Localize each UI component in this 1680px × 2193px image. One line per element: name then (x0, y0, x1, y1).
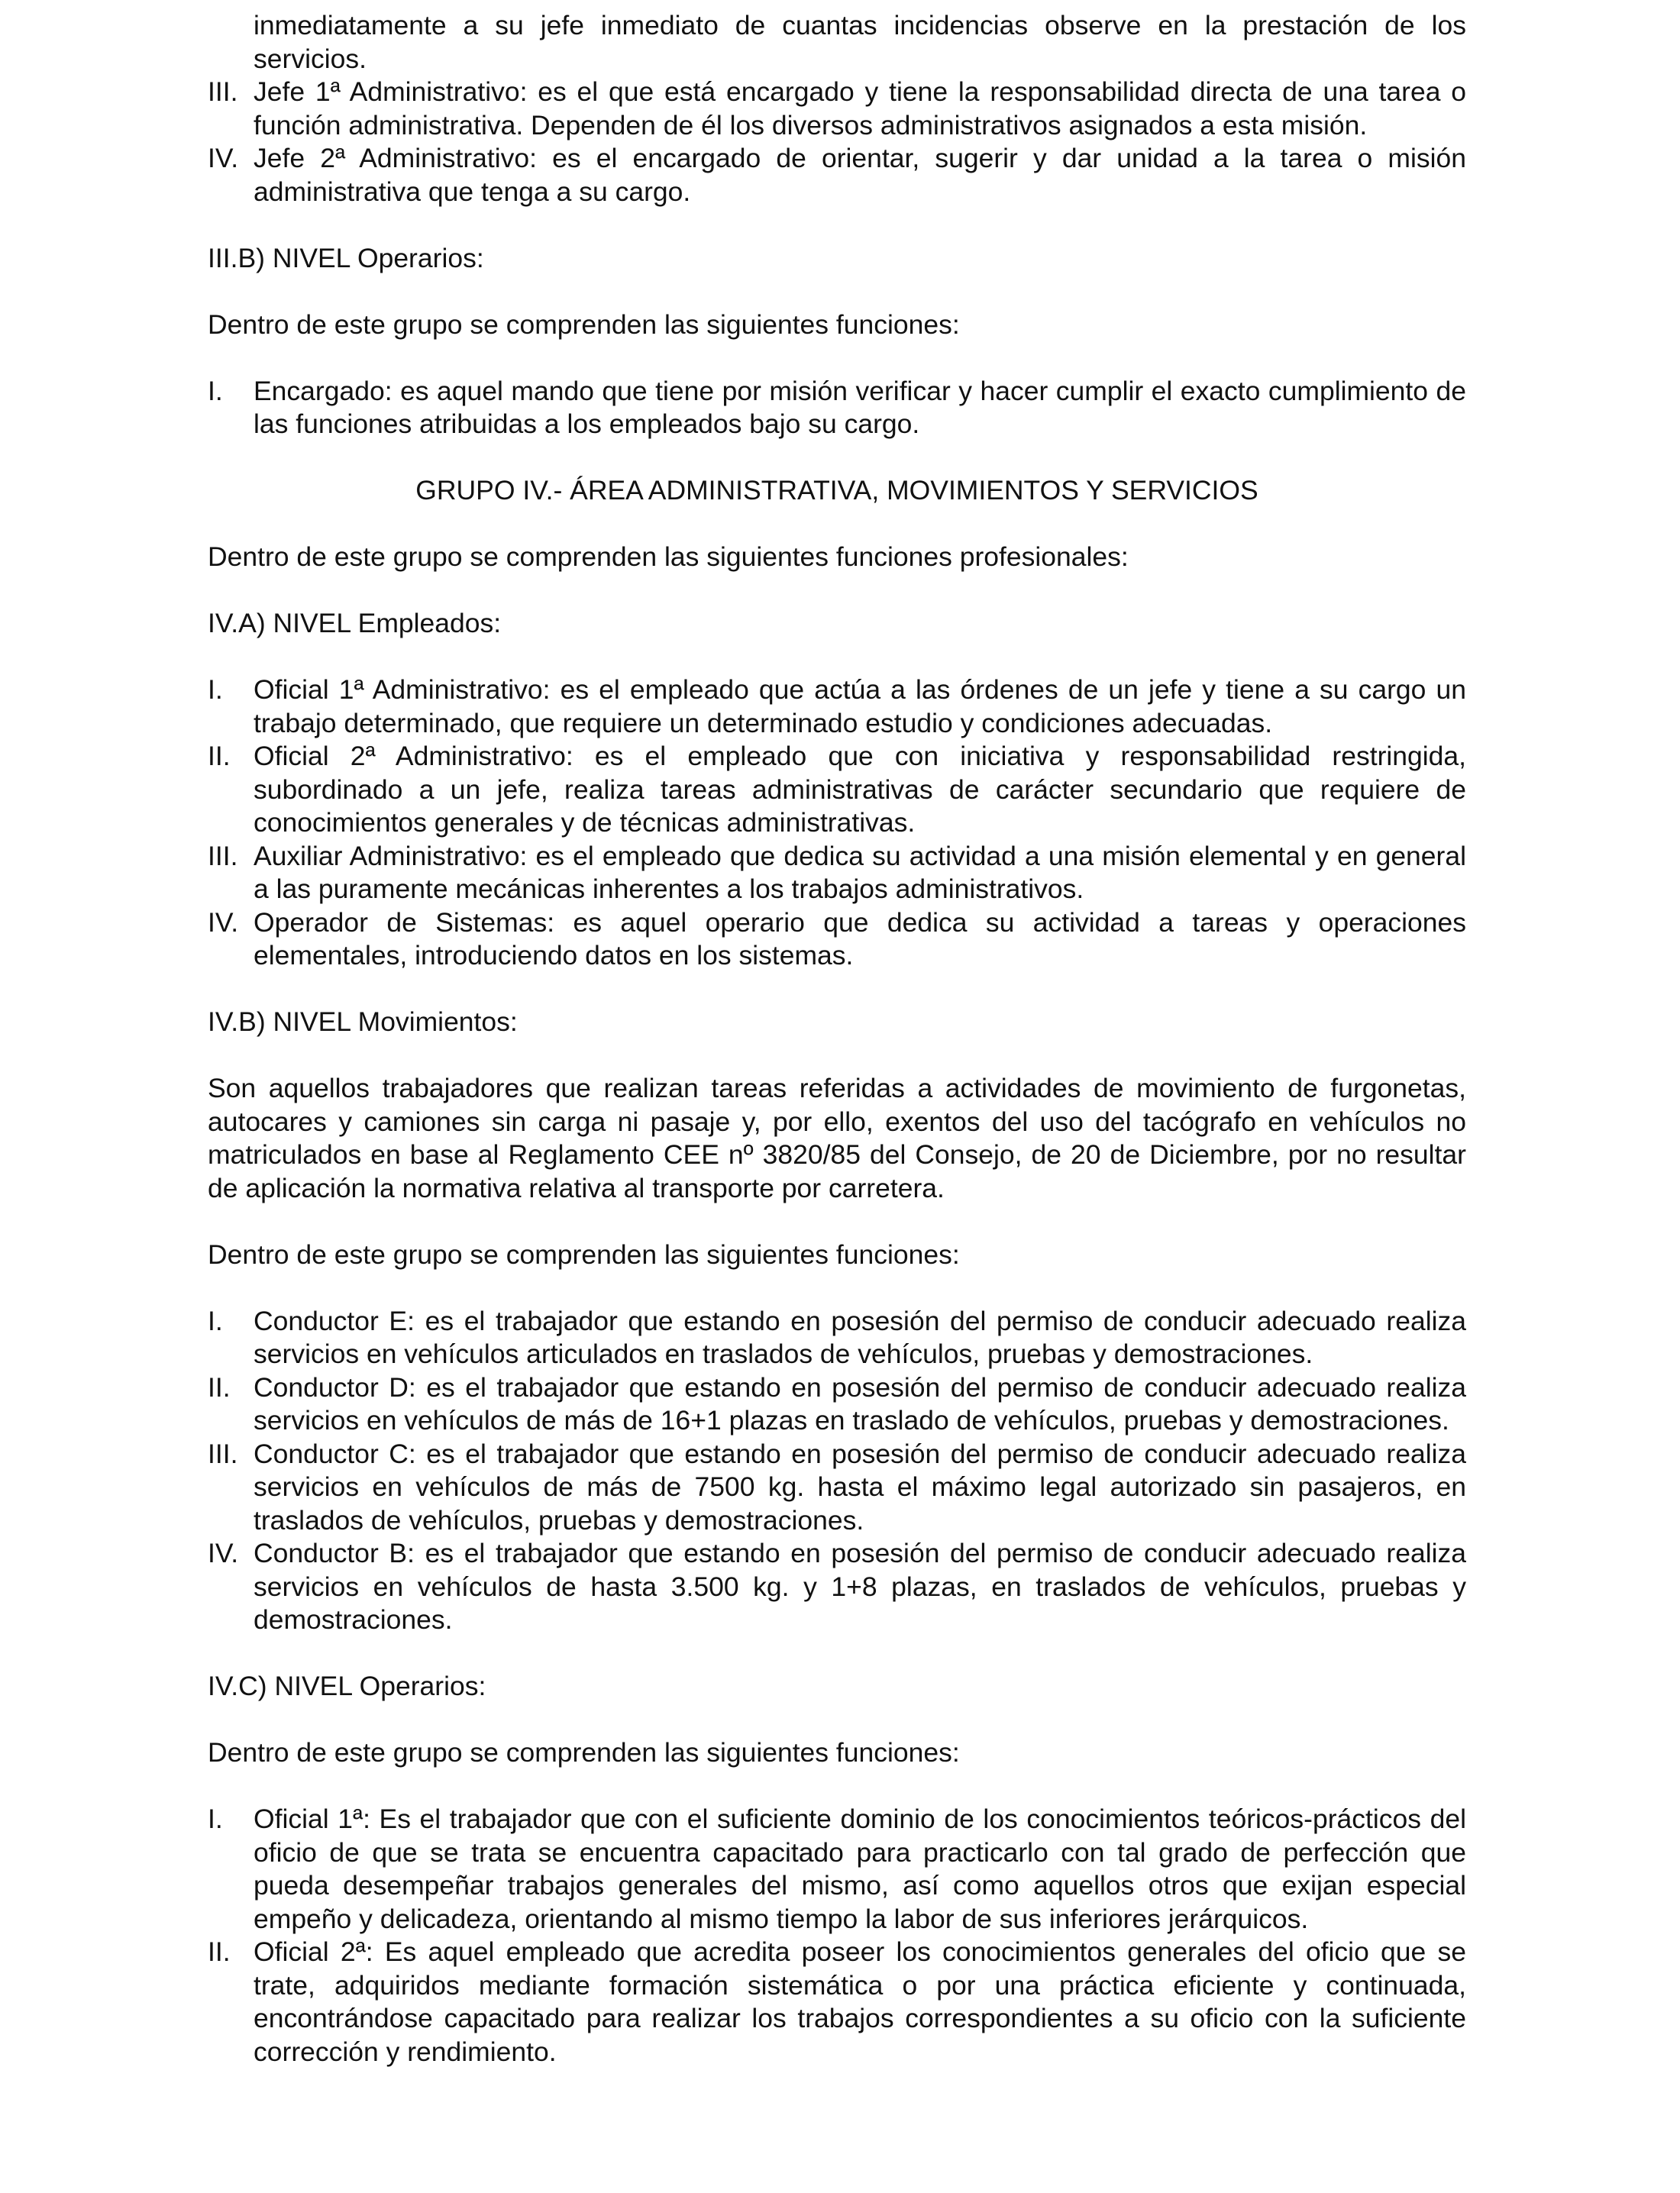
section-heading-4a: IV.A) NIVEL Empleados: (208, 608, 502, 638)
section-intro: Dentro de este grupo se comprenden las siguientes funciones: (208, 1737, 960, 1768)
item-text: Oficial 2ª Administrativo: es el empleado que con iniciativa y responsabilidad restringida, subordinado a un jefe, realiza tareas administrativas de carácter secundario que requiere de conocimientos generales y de técnicas administrativas. (254, 741, 1466, 838)
item-text: Oficial 1ª Administrativo: es el empleado que actúa a las órdenes de un jefe y tiene a su cargo un trabajo determinado, que requiere un determinado estudio y condiciones adecuadas. (254, 674, 1466, 738)
item-number: III. (208, 1438, 238, 1469)
item-text: Jefe 1ª Administrativo: es el que está encargado y tiene la responsabilidad directa de una tarea o función administrativa. Dependen de él los diversos administrativos asignados a esta misión. (254, 76, 1466, 140)
item-number: II. (208, 1371, 231, 1403)
section-heading-3b: III.B) NIVEL Operarios: (208, 242, 484, 273)
item-number: III. (208, 840, 238, 871)
item-text: Conductor B: es el trabajador que estando en posesión del permiso de conducir adecuado realiza servicios en vehículos de hasta 3.500 kg. y 1+8 plazas, en traslados de vehículos, pruebas y demostraciones. (254, 1538, 1466, 1635)
item-number: II. (208, 741, 231, 771)
item-text: Conductor D: es el trabajador que estando en posesión del permiso de conducir adecuado realiza servicios en vehículos de más de 16+1 plazas en traslado de vehículos, pruebas y demostraciones. (254, 1371, 1466, 1436)
section-paragraph: Son aquellos trabajadores que realizan tareas referidas a actividades de movimiento de furgonetas, autocares y camiones sin carga ni pasaje y, por ello, exentos del uso del tacógrafo en vehículos no matriculados en base al Reglamento CEE nº 3820/85 del Consejo, de 20 de Diciembre, por no resultar de aplicación la normativa relativa al transporte por carretera. (208, 1073, 1466, 1203)
item-text: Operador de Sistemas: es aquel operario que dedica su actividad a tareas y operaciones elementales, introduciendo datos en los sistemas. (254, 906, 1466, 971)
list-operarios-3b (208, 375, 1466, 441)
list-item (208, 840, 1466, 906)
section-heading-4c: IV.C) NIVEL Operarios: (208, 1671, 486, 1701)
list-jefes (208, 76, 1466, 208)
item-number: IV. (208, 1538, 239, 1568)
list-item (208, 76, 1466, 142)
item-text: Encargado: es aquel mando que tiene por misión verificar y hacer cumplir el exacto cumplimiento de las funciones atribuidas a los empleados bajo su cargo. (254, 375, 1466, 439)
list-item (208, 1803, 1466, 1936)
list-item (208, 1537, 1466, 1637)
list-item (208, 673, 1466, 740)
item-text: Oficial 1ª: Es el trabajador que con el suficiente dominio de los conocimientos teóricos-prácticos del oficio de que se trata se encuentra capacitado para practicarlo con tal grado de perfección que pueda desempeñar trabajos generales del mismo, así como aquellos otros que exijan especial empeño y delicadeza, orientando al mismo tiempo la labor de sus inferiores jerárquicos. (254, 1804, 1466, 1934)
item-text: Auxiliar Administrativo: es el empleado que dedica su actividad a una misión elemental y en general a las puramente mecánicas inherentes a los trabajos administrativos. (254, 840, 1466, 904)
section-intro: Dentro de este grupo se comprenden las siguientes funciones: (208, 308, 960, 340)
section-intro: Dentro de este grupo se comprenden las siguientes funciones: (208, 1239, 960, 1270)
item-number: I. (208, 674, 223, 705)
list-operarios-4c (208, 1803, 1466, 2069)
item-number: I. (208, 375, 223, 406)
group-intro: Dentro de este grupo se comprenden las siguientes funciones profesionales: (208, 541, 1129, 572)
item-number: I. (208, 1804, 223, 1834)
list-item (208, 375, 1466, 441)
list-item (208, 906, 1466, 973)
list-item (208, 1936, 1466, 2069)
continued-paragraph: inmediatamente a su jefe inmediato de cuantas incidencias observe en la prestación de los servicios. (254, 10, 1466, 74)
item-number: IV. (208, 143, 239, 173)
item-text: Oficial 2ª: Es aquel empleado que acredita poseer los conocimientos generales del oficio que se trate, adquiridos mediante formación sistemática o por una práctica eficiente y continuada, encontrándose capacitado para realizar los trabajos correspondientes a su oficio con la suficiente corrección y rendimiento. (254, 1936, 1466, 2067)
list-empleados-4a (208, 673, 1466, 973)
list-item (208, 1438, 1466, 1538)
item-number: II. (208, 1936, 231, 1967)
item-text: Conductor C: es el trabajador que estando en posesión del permiso de conducir adecuado realiza servicios en vehículos de más de 7500 kg. hasta el máximo legal autorizado sin pasajeros, en traslados de vehículos, pruebas y demostraciones. (254, 1438, 1466, 1536)
document-page (208, 9, 1466, 2069)
item-text: Jefe 2ª Administrativo: es el encargado de orientar, sugerir y dar unidad a la tarea o misión administrativa que tenga a su cargo. (254, 143, 1466, 207)
list-item (208, 1371, 1466, 1438)
item-number: I. (208, 1305, 223, 1336)
item-text: Conductor E: es el trabajador que estando en posesión del permiso de conducir adecuado realiza servicios en vehículos articulados en traslados de vehículos, pruebas y demostraciones. (254, 1305, 1466, 1369)
list-item (208, 142, 1466, 208)
item-number: III. (208, 76, 238, 107)
group-title: GRUPO IV.- ÁREA ADMINISTRATIVA, MOVIMIENTOS Y SERVICIOS (415, 475, 1258, 505)
list-item (208, 1305, 1466, 1371)
section-heading-4b: IV.B) NIVEL Movimientos: (208, 1006, 518, 1037)
list-conductores-4b (208, 1305, 1466, 1637)
item-number: IV. (208, 906, 239, 938)
list-item (208, 740, 1466, 840)
